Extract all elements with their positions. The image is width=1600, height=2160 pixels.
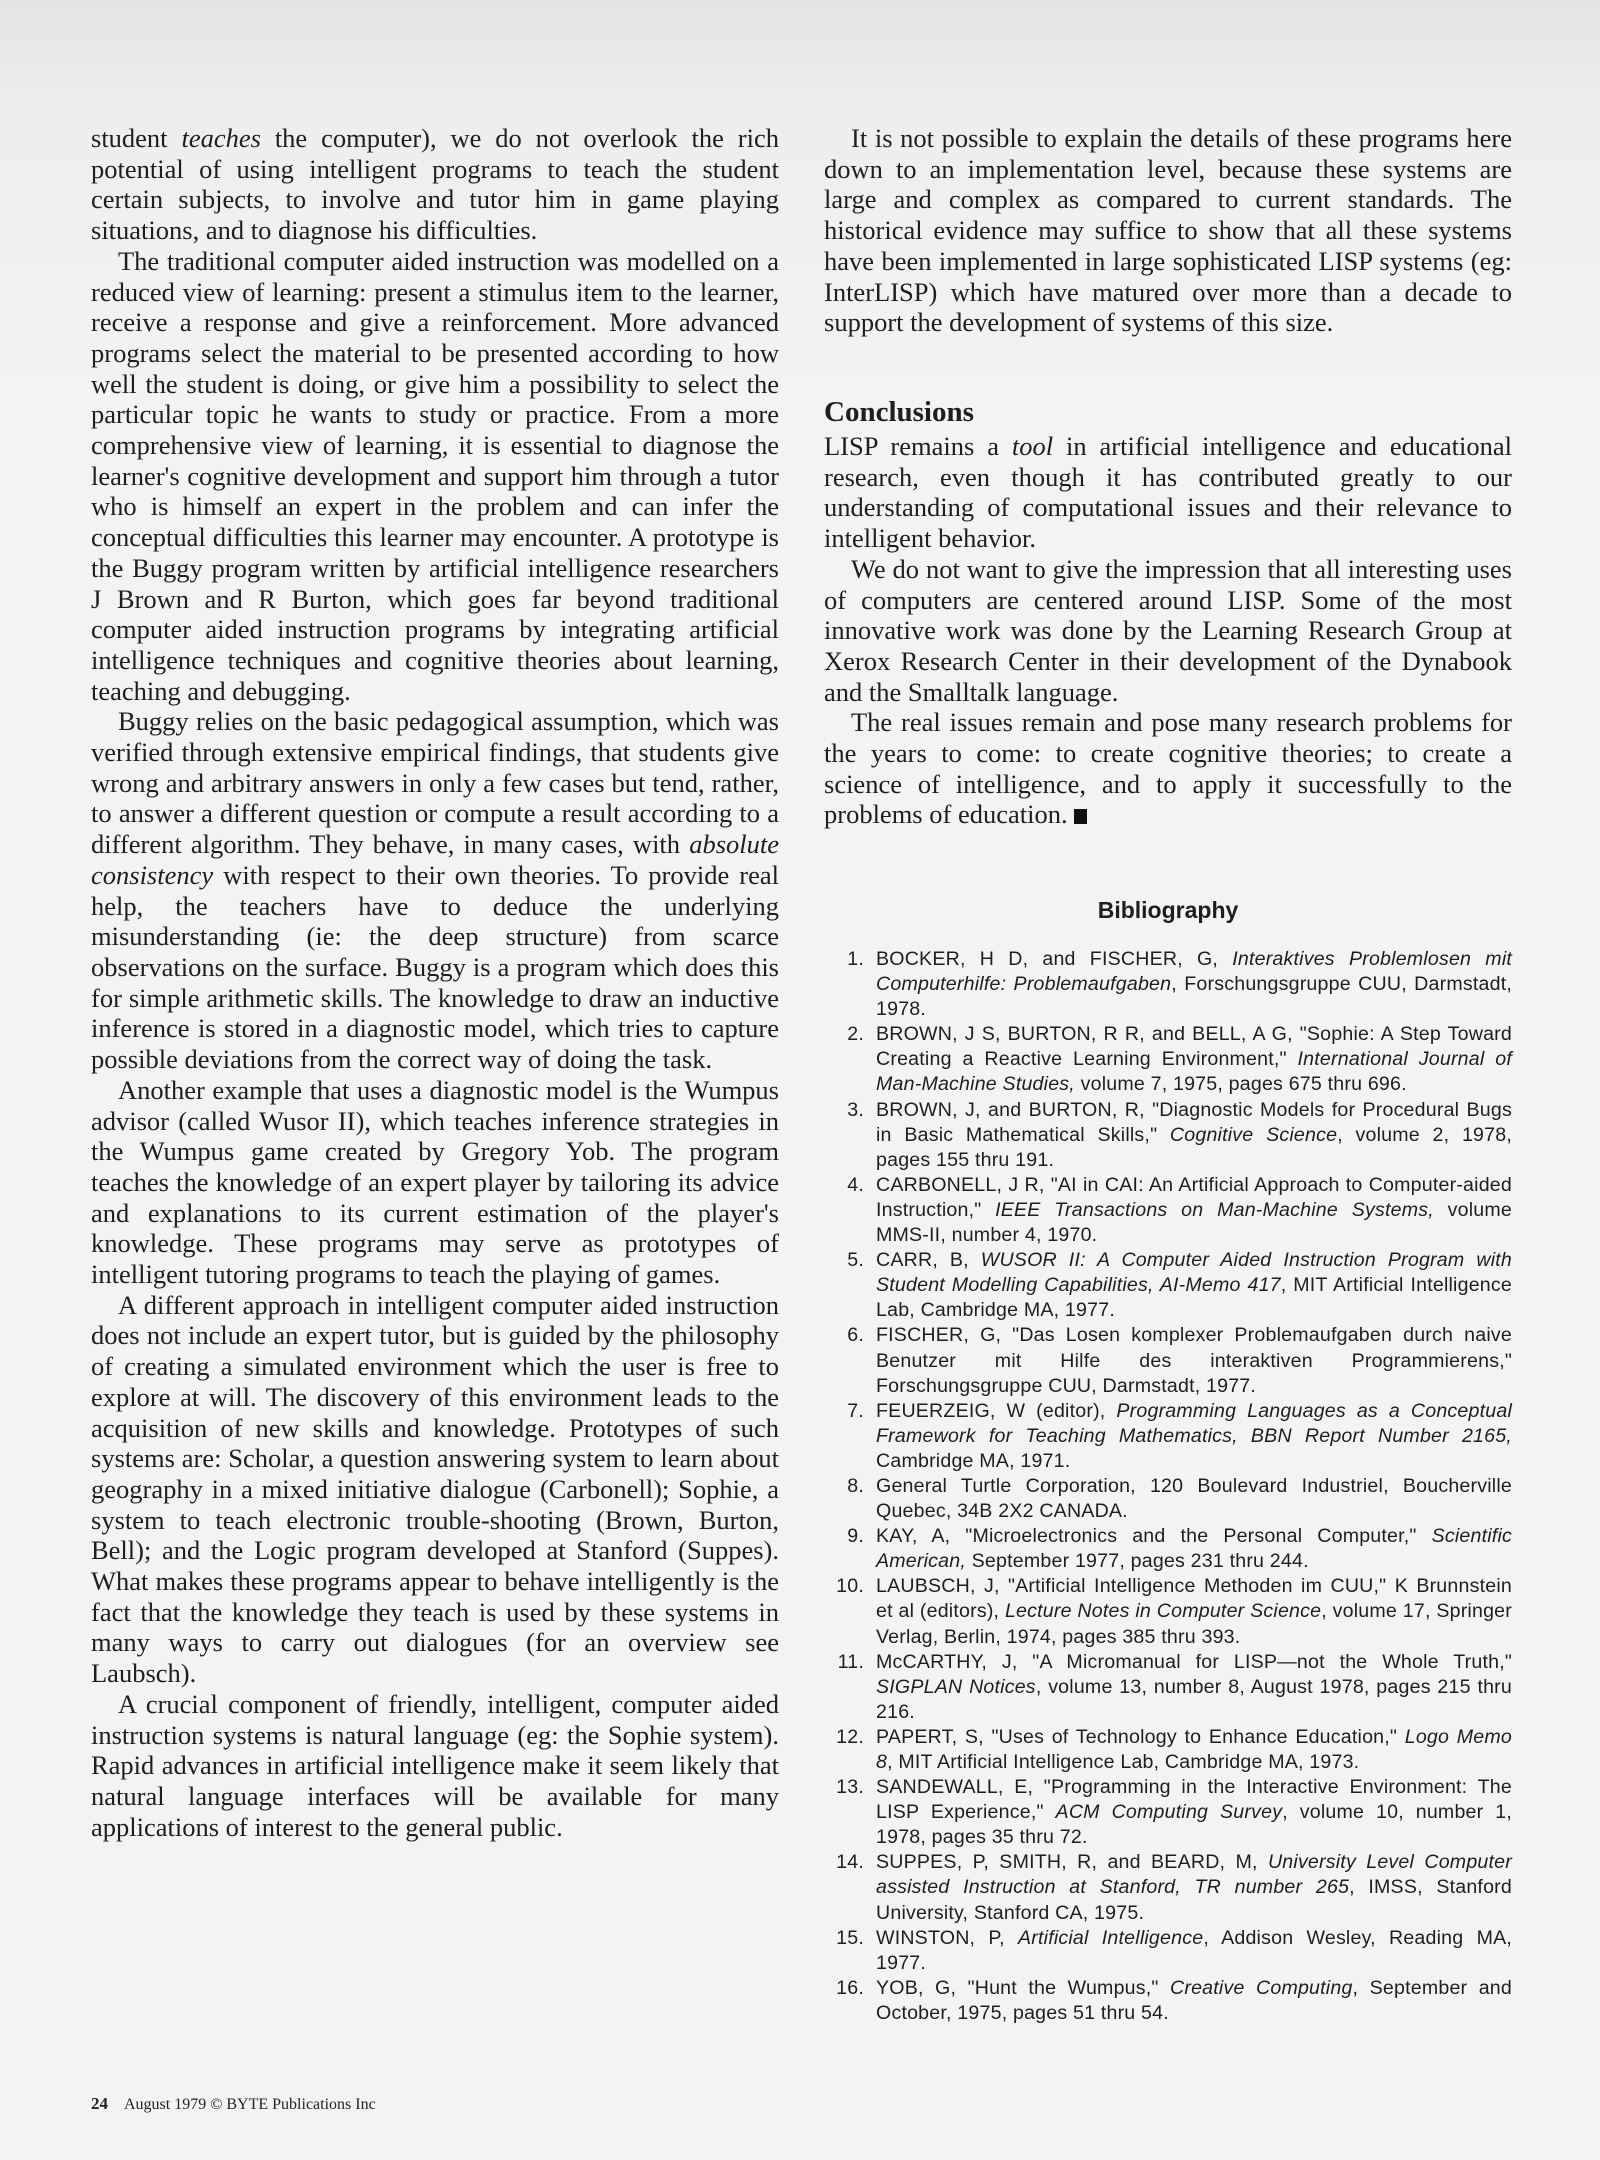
entry-number: 11. <box>837 1650 864 1673</box>
bibliography-entry <box>824 1926 1512 1976</box>
entry-number: 8. <box>847 1474 864 1497</box>
text-run: LISP remains a <box>824 431 1012 461</box>
entry-number: 3. <box>847 1098 864 1121</box>
italic-text: Lecture Notes in Computer Science <box>1004 1600 1322 1623</box>
text-run: Buggy relies on the basic pedagogical assumption, which was verified through extensive empirical findings, that students give wrong and arbitrary answers in only a few cases but tend, rather, to answer a different question or compute a result according to a different algorithm. They behave, in many cases, with <box>91 706 779 860</box>
entry-number: 5. <box>847 1249 864 1272</box>
bibliography-entry <box>824 1323 1512 1398</box>
text-run: , Forschungsgruppe CUU, Darmstadt, 1978. <box>876 973 1513 1021</box>
entry-number: 2. <box>847 1023 864 1046</box>
entry-number: 14. <box>836 1851 864 1874</box>
conclusions-heading: Conclusions <box>824 396 974 428</box>
italic-text: Programming Languages as a Conceptual Framework for Teaching Mathematics, BBN Report Number 2165, <box>876 1399 1512 1447</box>
text-run: A crucial component of friendly, intelligent, computer aided instruction systems is natural language (eg: the Sophie system). Rapid advances in artificial intelligence make it seem likely that natural language interfaces will be available for many applications of interest to the general public. <box>91 1688 779 1842</box>
bibliography-entry <box>824 1524 1512 1574</box>
bibliography-list <box>824 947 1512 2026</box>
bibliography-entry <box>824 1248 1512 1323</box>
right-column-intro <box>824 123 1512 338</box>
text-run: KAY, A, "Microelectronics and the Personal Computer," <box>876 1525 1432 1548</box>
entry-number: 12. <box>836 1725 864 1748</box>
bibliography-entry <box>824 1173 1512 1248</box>
text-run: , IMSS, Stanford University, Stanford CA, 1975. <box>876 1876 1512 1924</box>
text-run: , volume 13, number 8, August 1978, pages 215 thru 216. <box>876 1675 1513 1723</box>
left-column <box>91 123 779 1842</box>
text-run: YOB, G, "Hunt the Wumpus," <box>876 1976 1170 1999</box>
italic-text: WUSOR II: A Computer Aided Instruction Program with Student Modelling Capabilities, AI-Memo 417 <box>876 1249 1512 1297</box>
text-run: The real issues remain and pose many research problems for the years to come: to create cognitive theories; to create a science of intelligence, and to apply it successfully to the problems of education. <box>824 707 1512 830</box>
entry-number: 10. <box>836 1575 864 1598</box>
paragraph <box>91 706 779 1074</box>
entry-number: 13. <box>836 1776 864 1799</box>
bibliography-entry <box>824 1850 1512 1925</box>
text-run: volume MMS-II, number 4, 1970. <box>876 1198 1512 1247</box>
paragraph <box>91 246 779 707</box>
paragraph <box>91 123 779 246</box>
text-run: FEUERZEIG, W (editor), <box>876 1399 1117 1422</box>
text-run: with respect to their own theories. To provide real help, the teachers have to deduce the underlying misunderstanding (ie: the deep structure) from scarce observations on the surface. Buggy is a program which does this for simple arithmetic skills. The knowledge to draw an inductive inference is stored in a diagnostic model, which tries to capture possible deviations from the correct way of doing the task. <box>91 859 779 1075</box>
italic-text: ACM Computing Survey <box>1055 1801 1283 1824</box>
italic-text: Logo Memo 8 <box>876 1725 1512 1773</box>
paragraph <box>824 123 1512 338</box>
italic-text: teaches <box>181 123 261 153</box>
text-run: , MIT Artificial Intelligence Lab, Cambridge MA, 1973. <box>887 1751 1360 1773</box>
paragraph <box>91 1689 779 1843</box>
italic-text: Creative Computing <box>1170 1976 1353 1999</box>
bibliography-section <box>824 895 1512 2026</box>
text-run: SANDEWALL, E, "Programming in the Interactive Environment: The LISP Experience," <box>876 1776 1512 1824</box>
text-run: PAPERT, S, "Uses of Technology to Enhance Education," <box>876 1725 1405 1748</box>
page-number: 24 <box>91 2094 108 2113</box>
entry-number: 4. <box>847 1173 864 1196</box>
text-run: the computer), we do not overlook the rich potential of using intelligent programs to teach the student certain subjects, to involve and tutor him in game playing situations, and to diagnose his difficulties. <box>91 123 779 246</box>
italic-text: absolute consistency <box>91 829 779 890</box>
text-run: , volume 10, number 1, 1978, pages 35 thru 72. <box>876 1801 1513 1849</box>
text-run: WINSTON, P, <box>876 1926 1018 1949</box>
text-run: BROWN, J S, BURTON, R R, and BELL, A G, "Sophie: A Step Toward Creating a Reactive Learning Environment," <box>876 1023 1512 1071</box>
italic-text: Interaktives Problemlosen mit Computerhilfe: Problemaufgaben <box>876 948 1513 996</box>
italic-text: Cognitive Science <box>1169 1123 1338 1146</box>
text-run: The traditional computer aided instruction was modelled on a reduced view of learning: present a stimulus item to the learner, receive a response and give a reinforcement. More advanced programs select the material to be presented according to how well the student is doing, or give him a possibility to select the particular topic he wants to study or practice. From a more comprehensive view of learning, it is essential to diagnose the learner's cognitive development and support him through a tutor who is himself an expert in the problem and can infer the conceptual difficulties this learner may encounter. A prototype is the Buggy program written by artificial intelligence researchers J Brown and R Burton, which goes far beyond traditional computer aided instruction programs by integrating artificial intelligence techniques and cognitive theories about learning, teaching and debugging. <box>91 245 779 706</box>
text-run: in artificial intelligence and educational research, even though it has contributed greatly to our understanding of computational issues and their relevance to intelligent behavior. <box>824 431 1512 554</box>
entry-number: 6. <box>847 1324 864 1347</box>
text-run: , Addison Wesley, Reading MA, 1977. <box>876 1926 1512 1974</box>
entry-number: 7. <box>847 1399 864 1422</box>
text-run: September 1977, pages 231 thru 244. <box>966 1550 1309 1573</box>
italic-text: IEEE Transactions on Man-Machine Systems, <box>995 1198 1434 1221</box>
text-run: A different approach in intelligent computer aided instruction does not include an expert tutor, but is guided by the philosophy of creating a simulated environment which the user is free to explore at will. The discovery of this environment leads to the acquisition of new skills and knowledge. Prototypes of such systems are: Scholar, a question answering system to learn about geography in a mixed initiative dialogue (Carbonell); Sophie, a system to teach electronic trouble-shooting (Brown, Burton, Bell); and the Logic program developed at Stanford (Suppes). What makes these programs appear to behave intelligently is the fact that the knowledge they teach is used by these systems in many ways to carry out dialogues (for an overview see Laubsch). <box>91 1289 779 1689</box>
paragraph <box>824 431 1512 554</box>
italic-text: Scientific American, <box>876 1525 1512 1573</box>
italic-text: International Journal of Man-Machine Studies, <box>876 1048 1512 1096</box>
text-run: FISCHER, G, "Das Losen komplexer Problemaufgaben durch naive Benutzer mit Hilfe des interaktiven Programmierens," Forschungsgruppe CUU, Darmstadt, 1977. <box>876 1324 1512 1397</box>
bibliography-entry <box>824 1399 1512 1474</box>
end-of-article-mark-icon <box>1074 809 1087 824</box>
bibliography-entry <box>824 1574 1512 1649</box>
bibliography-entry <box>824 1022 1512 1097</box>
text-run: We do not want to give the impression that all interesting uses of computers are centered around LISP. Some of the most innovative work was done by the Learning Research Group at Xerox Research Center in their development of the Dynabook and the Smalltalk language. <box>824 553 1512 707</box>
italic-text: tool <box>1011 431 1054 461</box>
italic-text: Artificial Intelligence <box>1018 1926 1204 1949</box>
bibliography-entry <box>824 1976 1512 2026</box>
footer-publication-info: August 1979 © BYTE Publications Inc <box>124 2096 376 2113</box>
paragraph <box>91 1290 779 1689</box>
conclusions-section <box>824 395 1512 830</box>
italic-text: University Level Computer assisted Instruction at Stanford, TR number 265 <box>876 1851 1512 1899</box>
text-run: CARR, B, <box>876 1249 981 1272</box>
text-run: SUPPES, P, SMITH, R, and BEARD, M, <box>876 1851 1268 1874</box>
paragraph <box>824 554 1512 708</box>
text-run: , volume 2, 1978, pages 155 thru 191. <box>876 1123 1512 1171</box>
text-run: , volume 17, Springer Verlag, Berlin, 1974, pages 385 thru 393. <box>876 1600 1512 1648</box>
entry-number: 15. <box>836 1926 864 1949</box>
text-run: It is not possible to explain the details of these programs here down to an implementation level, because these systems are large and complex as compared to current standards. The historical evidence may suffice to show that all these systems have been implemented in large sophisticated LISP systems (eg: InterLISP) which have matured over more than a decade to support the development of systems of this size. <box>824 123 1512 338</box>
bibliography-entry <box>824 1650 1512 1725</box>
text-run: volume 7, 1975, pages 675 thru 696. <box>1074 1073 1407 1096</box>
bibliography-heading: Bibliography <box>1097 897 1239 923</box>
text-run: McCARTHY, J, "A Micromanual for LISP—not the Whole Truth," <box>876 1650 1512 1673</box>
bibliography-entry <box>824 1775 1512 1850</box>
text-run: , September and October, 1975, pages 51 thru 54. <box>876 1976 1512 2024</box>
italic-text: SIGPLAN Notices <box>876 1675 1036 1698</box>
conclusions-body <box>824 431 1512 830</box>
paragraph <box>91 1075 779 1290</box>
entry-number: 1. <box>847 948 864 970</box>
page-footer <box>91 2094 376 2114</box>
text-run: , MIT Artificial Intelligence Lab, Cambridge MA, 1977. <box>876 1274 1512 1322</box>
paragraph <box>824 707 1512 830</box>
text-run: BROWN, J, and BURTON, R, "Diagnostic Models for Procedural Bugs in Basic Mathematical Skills," <box>876 1098 1512 1146</box>
text-run: Another example that uses a diagnostic model is the Wumpus advisor (called Wusor II), which teaches inference strategies in the Wumpus game created by Gregory Yob. The program teaches the knowledge of an expert player by tailoring its advice and explanations to its current estimation of the player's knowledge. These programs may serve as prototypes of intelligent tutoring programs to teach the playing of games. <box>91 1074 779 1290</box>
bibliography-entry <box>824 1098 1512 1173</box>
text-run: student <box>91 123 182 153</box>
bibliography-entry <box>824 1725 1512 1775</box>
text-run: CARBONELL, J R, "AI in CAI: An Artificial Approach to Computer-aided Instruction," <box>876 1173 1512 1221</box>
text-run: Cambridge MA, 1971. <box>876 1449 1071 1472</box>
entry-number: 9. <box>847 1525 864 1548</box>
text-run: General Turtle Corporation, 120 Boulevard Industriel, Boucherville Quebec, 34B 2X2 CANADA. <box>876 1474 1512 1523</box>
bibliography-entry <box>824 1474 1512 1524</box>
bibliography-entry <box>824 947 1512 1022</box>
text-run: BOCKER, H D, and FISCHER, G, <box>876 948 1233 970</box>
text-run: LAUBSCH, J, "Artificial Intelligence Methoden im CUU," K Brunnstein et al (editors), <box>876 1575 1512 1623</box>
entry-number: 16. <box>836 1976 864 1999</box>
